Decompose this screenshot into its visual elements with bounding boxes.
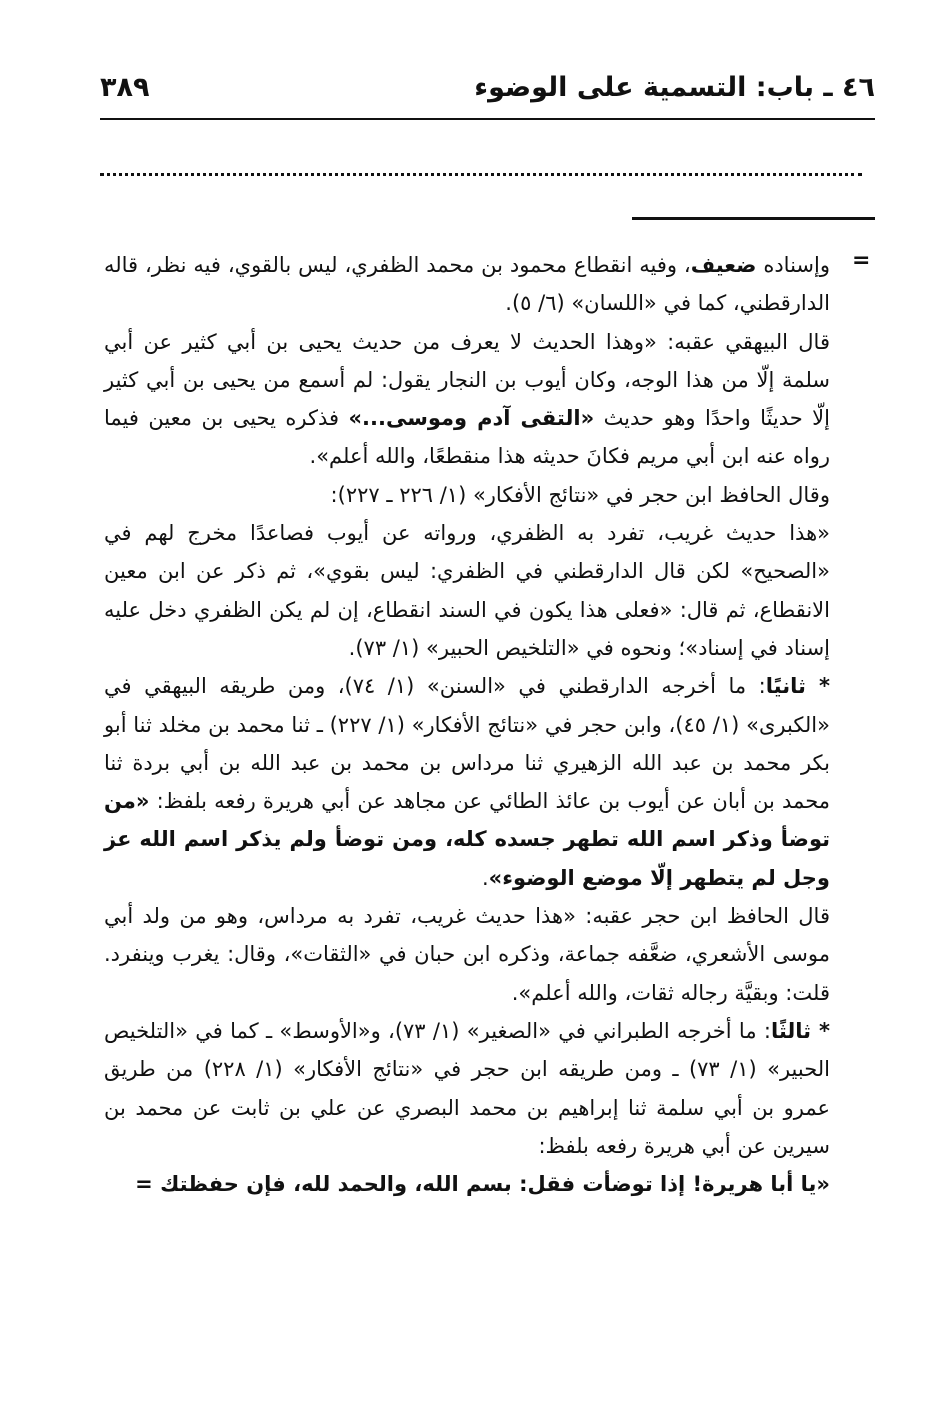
text-segment: ، وفيه انقطاع محمود بن محمد الظفري، ليس بالقوي، فيه نظر، قاله الدارقطني، كما في «اللسان» (٦/ ٥). xyxy=(104,253,830,316)
text-segment: وقال الحافظ ابن حجر في «نتائج الأفكار» (١/ ٢٢٦ ـ ٢٢٧): xyxy=(330,482,830,507)
paragraph xyxy=(104,897,830,1012)
bold-text-segment: ضعيف xyxy=(690,253,757,277)
bold-text-segment: «يا أبا هريرة! إذا توضأت فقل: بسم الله، والحمد لله، فإن حفظتك = xyxy=(135,1172,830,1197)
text-segment: . xyxy=(481,865,489,890)
text-segment: : ما أخرجه الطبراني في «الصغير» (١/ ٧٣)، و«الأوسط» ـ كما في «التلخيص الحبير» (١/ ٧٣) ـ ومن طريقه ابن حجر في «نتائج الأفكار» (١/ ٢٢٨) من طريق عمرو بن أبي سلمة ثنا إبراهيم بن محمد البصري عن علي بن ثابت عن محمد بن سيرين عن أبي هريرة رفعه بلفظ: xyxy=(104,1018,830,1158)
paragraph xyxy=(104,476,830,514)
page-number: ٣٨٩ xyxy=(100,72,150,103)
footnote-text xyxy=(104,246,830,1203)
text-segment: قال البيهقي عقبه: «وهذا الحديث لا يعرف من حديث يحيى بن أبي كثير عن أبي سلمة إلّا من هذا الوجه، وكان أيوب بن النجار يقول: لم أسمع من يحيى بن أبي كثير إلّا حديثًا واحدًا وهو حديث xyxy=(104,329,830,431)
paragraph xyxy=(104,1165,830,1203)
dotted-separator xyxy=(100,173,862,176)
text-segment: قال الحافظ ابن حجر عقبه: «هذا حديث غريب، تفرد به مرداس، وهو من ولد أبي موسى الأشعري، ضعَّفه جماعة، وذكره ابن حبان في «الثقات»، وقال: يغرب وينفرد. قلت: وبقيَّة رجاله ثقات، والله أعلم». xyxy=(104,904,830,1005)
text-segment: فذكره يحيى بن معين فيما رواه عنه ابن أبي مريم فكانَ حديثه هذا منقطعًا، والله أعلم». xyxy=(104,406,830,469)
chapter-title: ٤٦ ـ باب: التسمية على الوضوء xyxy=(474,72,875,103)
paragraph xyxy=(104,514,830,667)
header-rule xyxy=(100,118,875,120)
running-head xyxy=(100,68,875,112)
text-segment: «هذا حديث غريب، تفرد به الظفري، ورواته عن أيوب فصاعدًا مخرج لهم في «الصحيح» لكن قال الدارقطني في الظفري: ليس بقوي»، ثم ذكر عن ابن معين الانقطاع، ثم قال: «فعلى هذا يكون في السند انقطاع، إن لم يكن الظفري دخل عليه إسناد في إسناد»؛ ونحوه في «التلخيص الحبير» (١/ ٧٣). xyxy=(104,521,830,660)
continuation-mark: = xyxy=(852,248,871,273)
footnote-rule xyxy=(632,217,875,220)
bold-text-segment: * ثالثًا xyxy=(770,1018,830,1043)
paragraph xyxy=(104,1012,830,1165)
paragraph xyxy=(104,323,830,476)
bold-text-segment: «التقى آدم وموسى...» xyxy=(348,406,595,431)
paragraph xyxy=(104,246,830,323)
paragraph xyxy=(104,667,830,897)
bold-text-segment: «من توضأ وذكر اسم الله تطهر جسده كله، ومن توضأ ولم يذكر اسم الله عز وجل لم يتطهر إلّا موضع الوضوء» xyxy=(104,789,830,890)
bold-text-segment: * ثانيًا xyxy=(765,674,830,699)
text-segment: : ما أخرجه الدارقطني في «السنن» (١/ ٧٤)، ومن طريقه البيهقي في «الكبرى» (١/ ٤٥)، وابن حجر في «نتائج الأفكار» (١/ ٢٢٧) ـ ثنا محمد بن مخلد ثنا أبو بكر محمد بن عبد الله الزهيري ثنا مرداس بن محمد بن عبد الله بن أبي بردة ثنا محمد بن أبان عن أيوب بن عائذ الطائي عن مجاهد عن أبي هريرة رفعه بلفظ: xyxy=(104,674,830,814)
text-segment: وإسناده xyxy=(756,253,830,277)
